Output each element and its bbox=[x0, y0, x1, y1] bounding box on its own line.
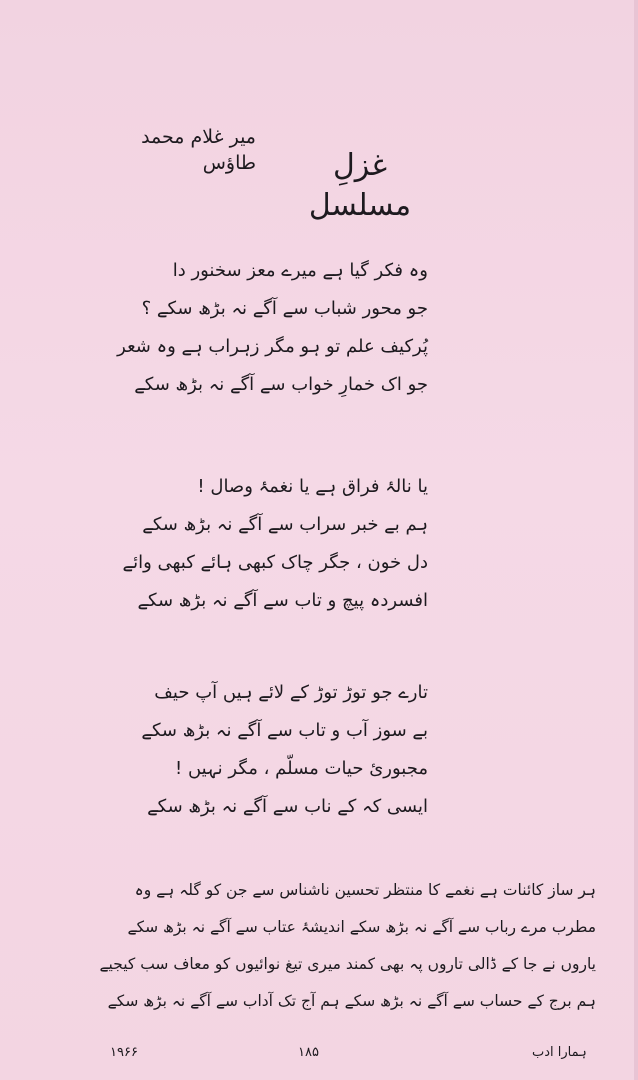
verse-line: جو اک خمارِ خواب سے آگے نہ بڑھ سکے bbox=[134, 374, 428, 395]
verse-line: دل خون ، جگر چاک کبھی ہائے کبھی وائے bbox=[122, 552, 428, 573]
journal-name: ہمارا ادب bbox=[532, 1045, 587, 1060]
stanza-2 bbox=[88, 468, 428, 620]
couplet-line: مطرب مرے رباب سے آگے نہ بڑھ سکے اندیشۂ عتاب سے آگے نہ بڑھ سکے bbox=[127, 918, 596, 936]
verse-line: افسردہ پیچ و تاب سے آگے نہ بڑھ سکے bbox=[137, 590, 428, 611]
poem-title: غزلِ مسلسل bbox=[308, 148, 412, 223]
closing-couplets bbox=[96, 872, 596, 1020]
verse-line: تارے جو توڑ توڑ کے لائے ہیں آپ حیف bbox=[154, 682, 428, 703]
verse-line: بے سوز آب و تاب سے آگے نہ بڑھ سکے bbox=[141, 720, 428, 741]
page-number: ۱۸۵ bbox=[298, 1045, 319, 1060]
couplet-line: ہر ساز کائنات ہے نغمے کا منتظر تحسین ناشناس سے جن کو گلہ ہے وہ bbox=[134, 881, 596, 899]
scan-edge bbox=[634, 0, 638, 1080]
verse-line: ایسی کہ کے ناب سے آگے نہ بڑھ سکے bbox=[147, 796, 428, 817]
verse-line: جو محور شباب سے آگے نہ بڑھ سکے ؟ bbox=[141, 298, 428, 319]
stanza-1 bbox=[88, 252, 428, 404]
publication-year: ۱۹۶۶ bbox=[110, 1045, 138, 1060]
verse-line: وہ فکر گیا ہے میرے معز سخنور دا bbox=[172, 260, 428, 281]
verse-line: پُرکیف علم تو ہو مگر زہراب ہے وہ شعر bbox=[117, 336, 428, 357]
couplet-line: یاروں نے جا کے ڈالی تاروں پہ بھی کمند میری تیغ نوائیوں کو معاف سب کیجیے bbox=[99, 955, 596, 973]
verse-line: ہم بے خبر سراب سے آگے نہ بڑھ سکے bbox=[142, 514, 428, 535]
verse-line: یا نالۂ فراق ہے یا نغمۂ وصال ! bbox=[197, 476, 428, 497]
verse-line: مجبوریٔ حیات مسلّم ، مگر نہیں ! bbox=[175, 758, 428, 779]
couplet-line: ہم برج کے حساب سے آگے نہ بڑھ سکے ہم آج تک آداب سے آگے نہ بڑھ سکے bbox=[107, 992, 596, 1010]
stanza-3 bbox=[88, 674, 428, 826]
author-name: میر غلام محمد طاؤس bbox=[141, 126, 256, 174]
